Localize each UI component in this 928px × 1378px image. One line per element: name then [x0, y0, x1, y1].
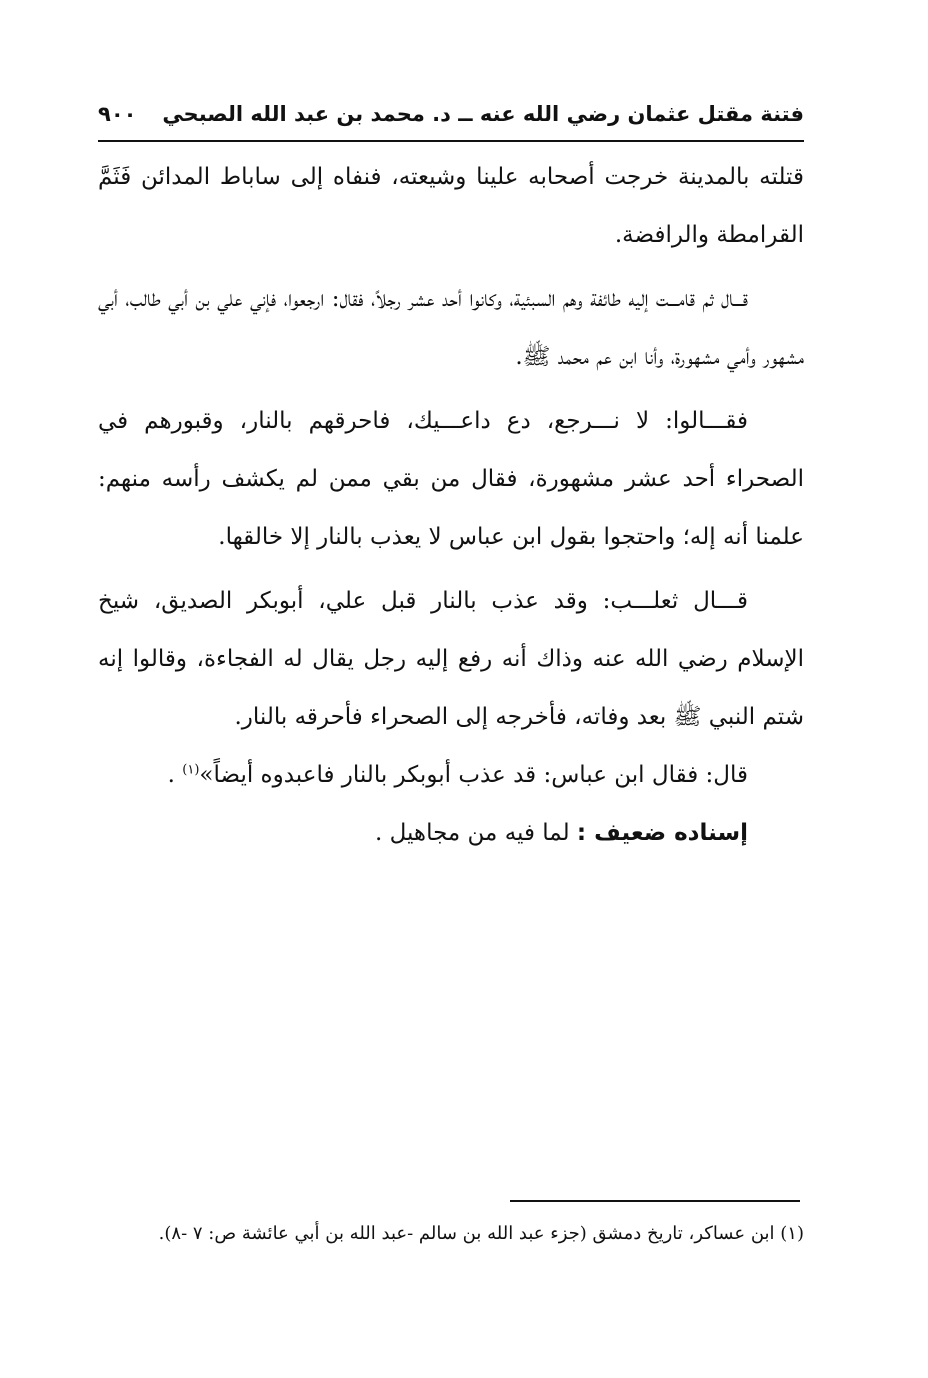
running-header	[98, 100, 804, 134]
paragraph-5	[98, 746, 804, 804]
paragraph-2: قـــال ثم قامـــت إليه طائفة وهم السبئية، وكانوا أحد عشر رجلاً، فقال: ارجعوا، فإني علي بن أبي طالب، أبي مشهور وأمي مشهورة، وأنا ابن عم محمد ﷺ.	[98, 286, 804, 370]
page-number: ٩٠٠	[98, 102, 137, 126]
paragraph-5-text: قال: فقال ابن عباس: قد عذب أبوبكر بالنار فاعبدوه أيضاً»	[199, 762, 748, 788]
footnote-reference: (١)	[182, 762, 200, 778]
paragraph-1: قتلته بالمدينة خرجت أصحابه علينا وشيعته، فنفاه إلى ساباط المدائن فَثَمَّ القرامطة والرافضة.	[98, 164, 804, 248]
main-text	[98, 148, 804, 862]
footnote: (١) ابن عساكر، تاريخ دمشق (جزء عبد الله بن سالم -عبد الله بن أبي عائشة ص: ٧ -٨).	[158, 1223, 804, 1244]
header-divider	[98, 140, 804, 142]
verdict-text: لما فيه من مجاهيل .	[374, 820, 570, 846]
verdict-heading: إسناده ضعيف :	[576, 820, 748, 846]
isnad-verdict	[98, 804, 804, 862]
closing-period: .	[167, 762, 175, 788]
paragraph-3: فقـــالوا: لا نـــرجع، دع داعـــيك، فاحرقهم بالنار، وقبورهم في الصحراء أحد عشر مشهورة، فقال من بقي ممن لم يكشف رأسه منهم: علمنا أنه إله؛ واحتجوا بقول ابن عباس لا يعذب بالنار إلا خالقها.	[98, 408, 804, 550]
footnote-divider	[510, 1200, 800, 1202]
header-title: فتنة مقتل عثمان رضي الله عنه ــ د. محمد بن عبد الله الصبحي	[162, 102, 804, 126]
paragraph-4: قـــال ثعلـــب: وقد عذب بالنار قبل علي، أبوبكر الصديق، شيخ الإسلام رضي الله عنه وذاك أنه رفع إليه رجل يقال له الفجاءة، وقالوا إنه شتم النبي ﷺ بعد وفاته، فأخرجه إلى الصحراء فأحرقه بالنار.	[98, 588, 804, 730]
